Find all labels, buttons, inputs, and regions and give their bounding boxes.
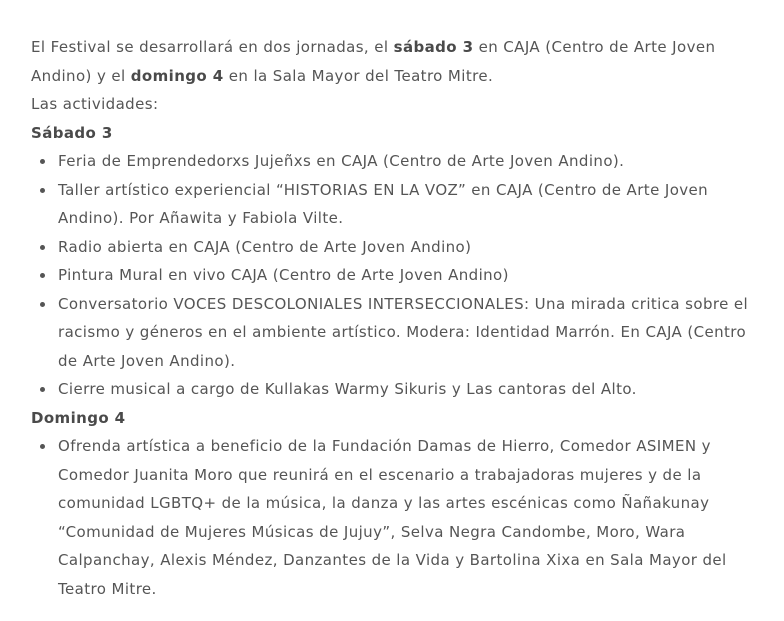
list-item-text: Cierre musical a cargo de Kullakas Warmy Sikuris y Las cantoras del Alto.	[58, 380, 637, 398]
activities-label: Las actividades:	[31, 95, 159, 113]
bullet-icon	[40, 245, 45, 250]
intro-date-saturday: sábado 3	[393, 38, 474, 56]
list-item-text: Radio abierta en CAJA (Centro de Arte Joven Andino)	[58, 237, 472, 256]
intro-text-3: en la Sala Mayor del Teatro Mitre.	[223, 66, 494, 85]
saturday-heading: Sábado 3	[31, 123, 113, 142]
sunday-heading: Domingo 4	[31, 408, 126, 427]
intro-date-sunday: domingo 4	[130, 66, 224, 85]
article-body	[31, 33, 761, 603]
list-item-text: Conversatorio VOCES DESCOLONIALES INTERSECCIONALES: Una mirada critica sobre el racismo y géneros en el ambiente artístico. Modera: Identidad Marrón. En CAJA (Centro de Arte Joven Andino).	[58, 294, 749, 370]
list-item-text: Ofrenda artística a beneficio de la Fundación Damas de Hierro, Comedor ASIMEN y Comedor Juanita Moro que reunirá en el escenario a trabajadoras mujeres y de la comunidad LGBTQ+ de la música, la danza y las artes escénicas como Ñañakunay “Comunidad de Mujeres Músicas de Jujuy”, Selva Negra Candombe, Moro, Wara Calpanchay, Alexis Méndez, Danzantes de la Vida y Bartolina Xixa en Sala Mayor del Teatro Mitre.	[58, 437, 727, 598]
bullet-icon	[40, 302, 45, 307]
list-item-text: Feria de Emprendedorxs Jujeñxs en CAJA (Centro de Arte Joven Andino).	[58, 152, 625, 170]
bullet-icon	[40, 188, 45, 193]
list-item	[58, 233, 761, 262]
sunday-activity-list	[31, 432, 761, 603]
intro-text-1: El Festival se desarrollará en dos jornadas, el	[31, 38, 394, 56]
bullet-icon	[40, 159, 45, 164]
list-item	[58, 375, 761, 404]
list-item	[58, 147, 761, 176]
list-item-text: Taller artístico experiencial “HISTORIAS EN LA VOZ” en CAJA (Centro de Arte Joven Andino). Por Añawita y Fabiola Vilte.	[58, 180, 709, 227]
list-item	[58, 432, 761, 603]
intro-text-2: en CAJA (Centro de Arte Joven Andino) y el	[31, 38, 716, 85]
saturday-activity-list	[31, 147, 761, 404]
list-item-text: Pintura Mural en vivo CAJA (Centro de Arte Joven Andino)	[58, 266, 509, 284]
list-item	[58, 290, 761, 376]
list-item	[58, 261, 761, 290]
list-item	[58, 176, 761, 233]
bullet-icon	[40, 444, 45, 449]
intro-paragraph	[31, 33, 761, 90]
bullet-icon	[40, 273, 45, 278]
bullet-icon	[40, 387, 45, 392]
